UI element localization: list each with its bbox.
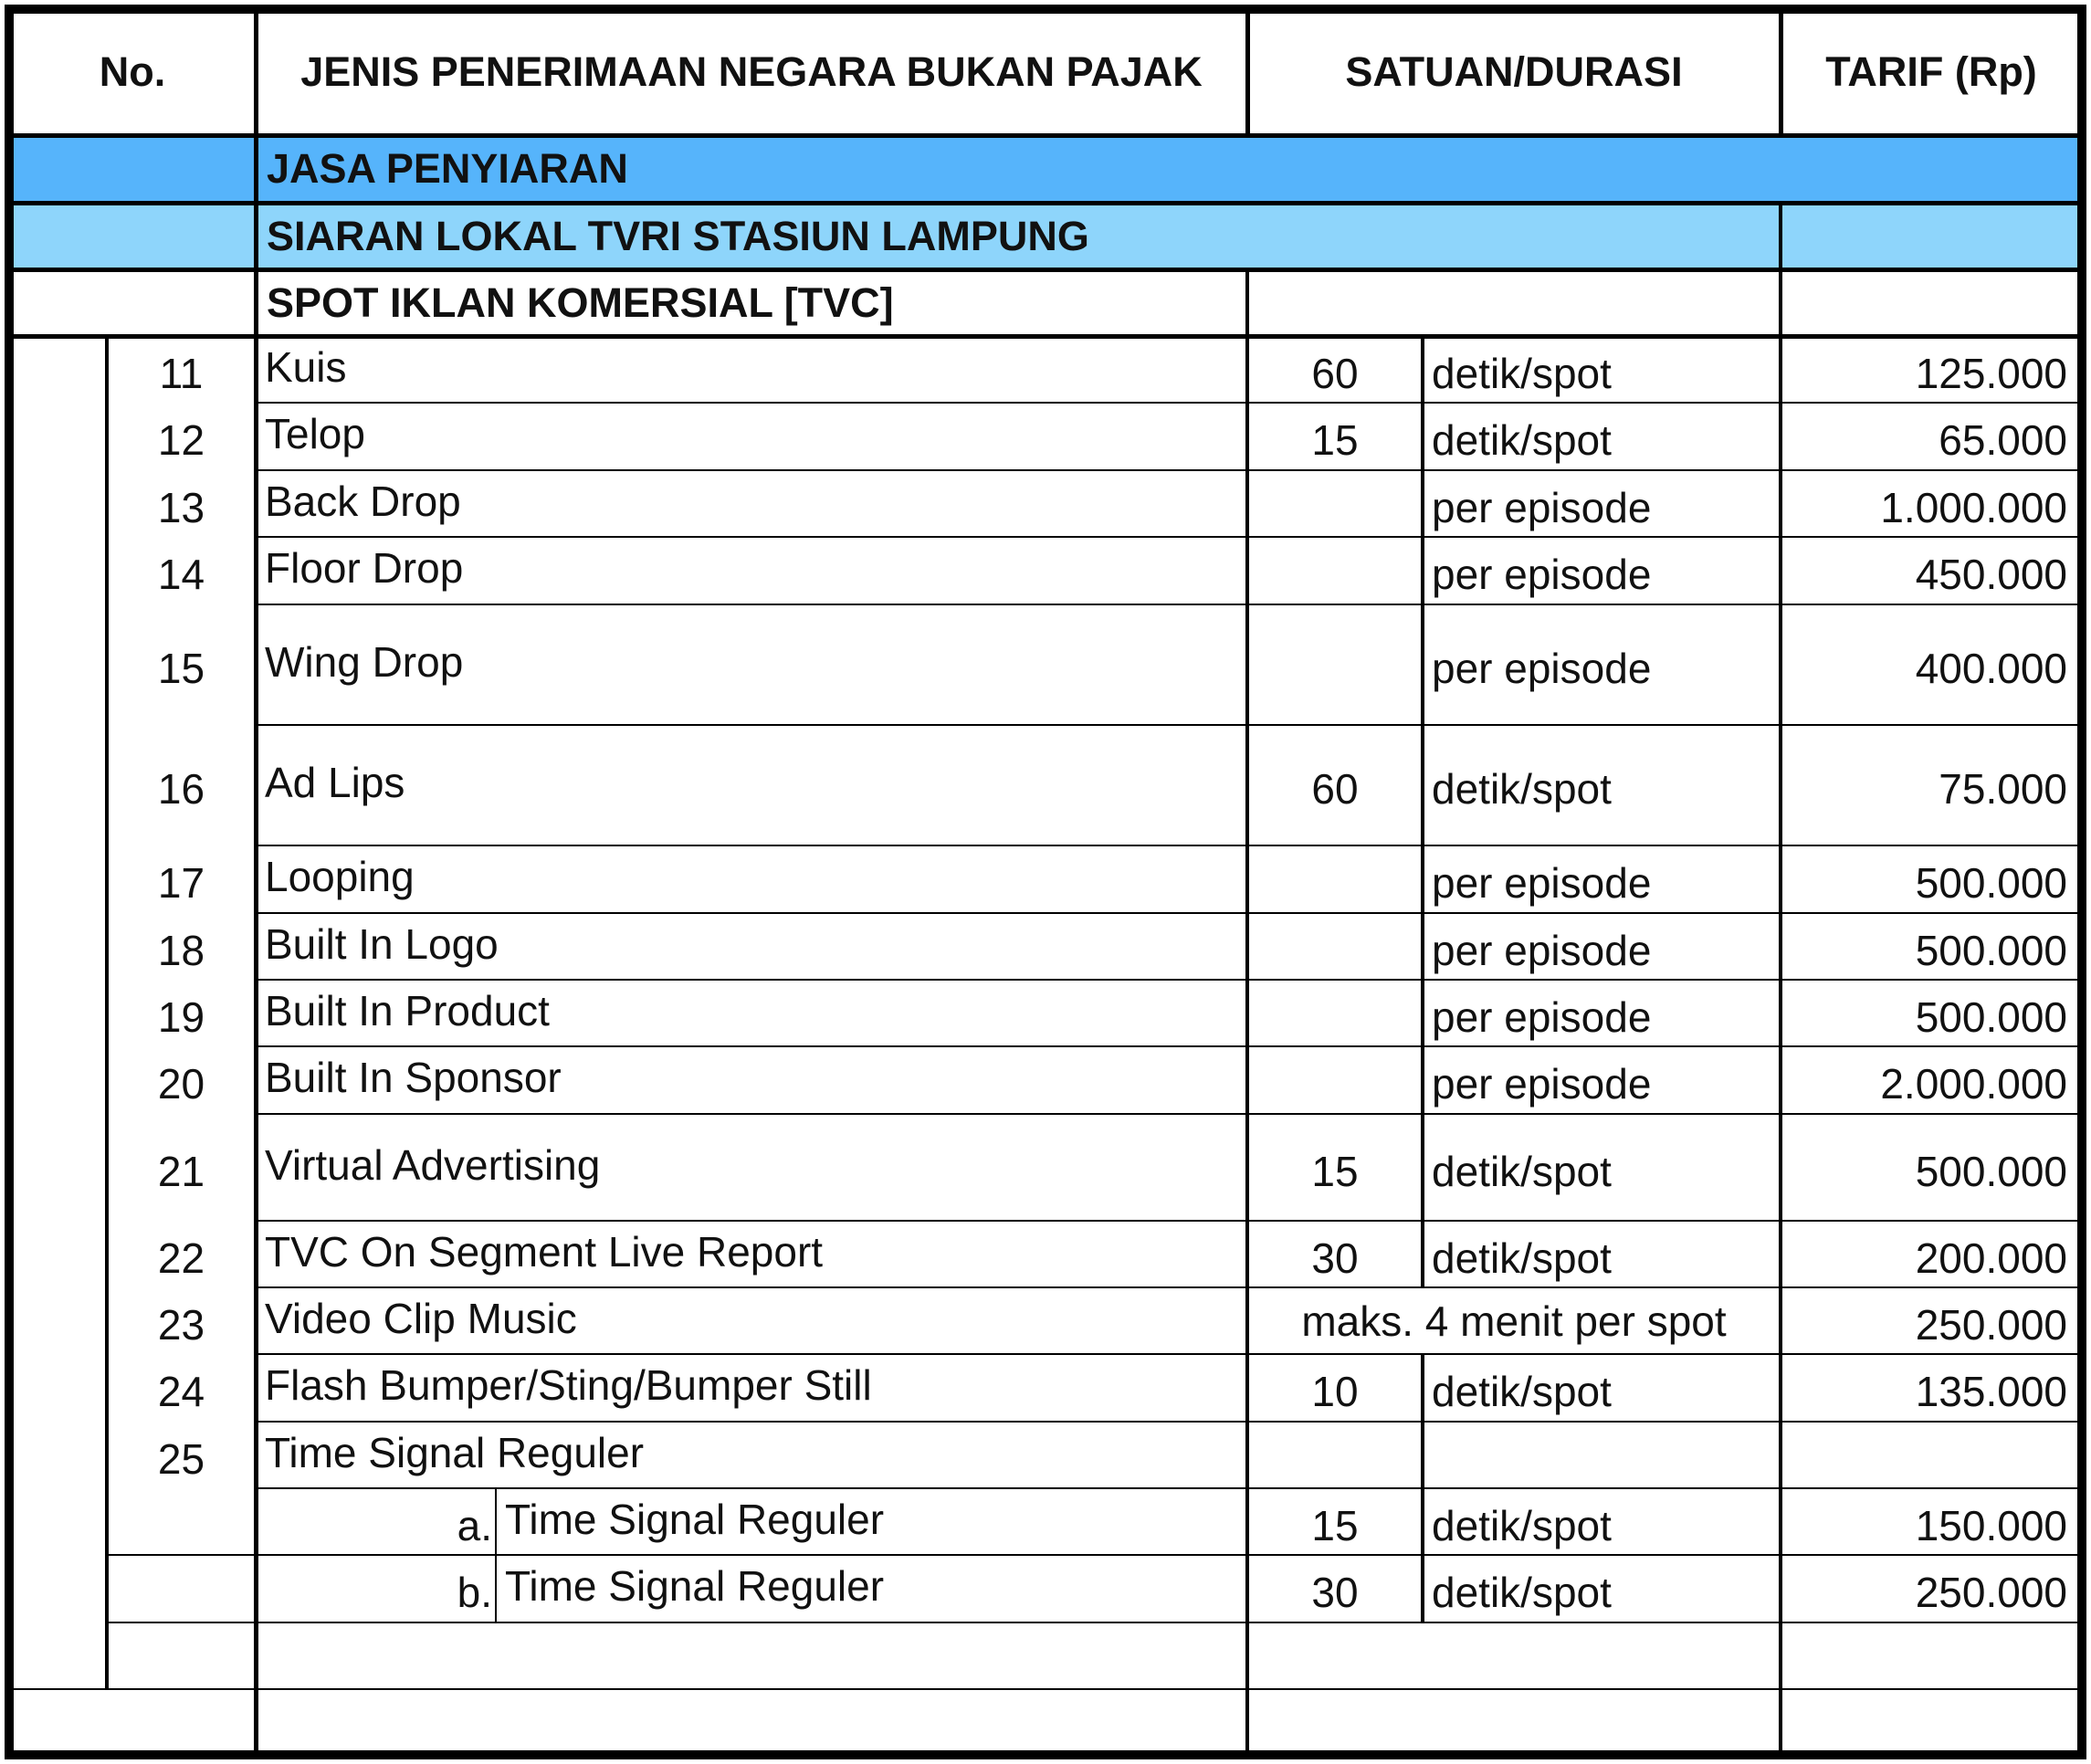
column-divider [1421, 336, 1424, 1287]
row-duration [1247, 608, 1423, 729]
row-divider [256, 1220, 2082, 1222]
row-unit: detik/spot [1432, 1368, 1612, 1415]
row-duration: 30 [1311, 1234, 1359, 1282]
row-unit: detik/spot [1432, 349, 1612, 397]
column-divider [1421, 1354, 1424, 1622]
row-number: 14 [157, 551, 205, 598]
subrow-duration: 30 [1311, 1569, 1359, 1616]
row-unit: per episode [1432, 1060, 1652, 1108]
subrow-unit: detik/spot [1432, 1569, 1612, 1616]
row-duration [1247, 1425, 1423, 1492]
row-divider [256, 1353, 2082, 1355]
row-divider [256, 604, 2082, 605]
row-tarif: 500.000 [1915, 926, 2067, 974]
row-divider [256, 1045, 2082, 1047]
header-satuan: SATUAN/DURASI [1345, 48, 1683, 95]
row-unit: per episode [1432, 992, 1652, 1041]
row-divider [107, 1622, 256, 1623]
row-tarif: 200.000 [1915, 1234, 2067, 1282]
subrow-tarif: 150.000 [1915, 1501, 2067, 1549]
row-tarif: 135.000 [1915, 1368, 2067, 1415]
row-number: 17 [157, 859, 205, 907]
row-number: 21 [157, 1147, 205, 1195]
column-divider [105, 336, 109, 1689]
row-divider [256, 1113, 2082, 1115]
row-jenis: Ad Lips [265, 759, 405, 806]
section-jasa-penyiaran: JASA PENYIARAN [267, 145, 628, 192]
row-duration: 60 [1311, 765, 1359, 813]
row-divider [256, 1622, 2082, 1623]
row-divider [9, 1688, 2082, 1690]
row-number: 23 [157, 1300, 205, 1349]
row-divider [256, 1554, 2082, 1556]
row-tarif: 1.000.000 [1880, 483, 2067, 531]
row-divider [256, 1487, 2082, 1489]
column-divider [1245, 9, 1250, 135]
row-tarif: 500.000 [1915, 859, 2067, 907]
row-unit: per episode [1432, 859, 1652, 907]
row-duration [1247, 983, 1423, 1050]
row-duration [1247, 917, 1423, 983]
subrow-label: b. [457, 1569, 492, 1616]
row-unit: detik/spot [1432, 416, 1612, 464]
row-duration: 10 [1311, 1368, 1359, 1415]
row-tarif: 125.000 [1915, 349, 2067, 397]
row-number: 22 [157, 1234, 205, 1282]
row-number: 13 [157, 483, 205, 531]
row-duration: 15 [1311, 1147, 1359, 1195]
row-divider [256, 845, 2082, 846]
column-divider [254, 9, 258, 1755]
row-satuan-merged: maks. 4 menit per spot [1301, 1297, 1727, 1345]
header-jenis: JENIS PENERIMAAN NEGARA BUKAN PAJAK [300, 48, 1203, 95]
row-unit: detik/spot [1432, 1147, 1612, 1195]
row-number: 12 [157, 416, 205, 464]
row-divider [256, 402, 2082, 404]
row-jenis: Virtual Advertising [265, 1140, 601, 1189]
row-divider [5, 1750, 2086, 1759]
row-divider [256, 979, 2082, 981]
row-number: 24 [157, 1368, 205, 1415]
row-divider [9, 268, 2082, 272]
row-jenis: Built In Logo [265, 919, 499, 968]
row-tarif: 500.000 [1915, 992, 2067, 1041]
row-jenis: Telop [265, 410, 365, 457]
row-jenis: Back Drop [265, 477, 461, 525]
row-divider [9, 133, 2082, 138]
row-jenis: Time Signal Reguler [265, 1428, 645, 1476]
header-no: No. [99, 48, 166, 95]
subrow-label: a. [457, 1501, 492, 1549]
row-tarif: 65.000 [1939, 416, 2067, 464]
row-jenis: Floor Drop [265, 544, 464, 592]
row-jenis: Built In Sponsor [265, 1054, 562, 1101]
row-jenis: Built In Product [265, 986, 550, 1034]
row-unit: detik/spot [1432, 765, 1612, 813]
column-divider [1245, 269, 1249, 1755]
subrow-jenis: Time Signal Reguler [505, 1562, 885, 1610]
header-tarif: TARIF (Rp) [1825, 48, 2037, 95]
subrow-tarif: 250.000 [1915, 1569, 2067, 1616]
subrow-duration: 15 [1311, 1501, 1359, 1549]
row-tarif [1786, 1425, 2067, 1492]
row-number: 11 [159, 349, 204, 397]
row-tarif: 450.000 [1915, 551, 2067, 598]
row-divider [9, 334, 2082, 339]
row-duration [1247, 541, 1423, 608]
row-jenis: Flash Bumper/Sting/Bumper Still [265, 1361, 872, 1409]
row-duration: 15 [1311, 416, 1359, 464]
row-duration [1247, 1050, 1423, 1118]
row-number: 20 [157, 1060, 205, 1108]
row-jenis: Video Clip Music [265, 1294, 577, 1342]
row-divider [256, 1286, 2082, 1288]
row-tarif: 75.000 [1939, 765, 2067, 813]
row-tarif: 250.000 [1915, 1300, 2067, 1349]
row-unit: per episode [1432, 926, 1652, 974]
section-siaran-lokal: SIARAN LOKAL TVRI STASIUN LAMPUNG [267, 212, 1089, 259]
column-divider [1779, 203, 1782, 1755]
row-unit [1432, 1425, 1777, 1492]
row-unit: per episode [1432, 483, 1652, 531]
row-unit: per episode [1432, 645, 1652, 692]
row-duration: 60 [1311, 349, 1359, 397]
section-spot-iklan: SPOT IKLAN KOMERSIAL [TVC] [267, 278, 894, 326]
row-number: 15 [157, 645, 205, 692]
row-unit: per episode [1432, 551, 1652, 598]
row-divider [256, 912, 2082, 914]
subrow-unit: detik/spot [1432, 1501, 1612, 1549]
row-jenis: TVC On Segment Live Report [265, 1227, 824, 1276]
row-divider [256, 1421, 2082, 1423]
subrow-jenis: Time Signal Reguler [505, 1495, 885, 1543]
row-jenis: Wing Drop [265, 638, 464, 686]
row-tarif: 500.000 [1915, 1147, 2067, 1195]
row-divider [256, 724, 2082, 726]
row-jenis: Looping [265, 853, 415, 900]
row-divider [256, 469, 2082, 471]
row-number: 25 [157, 1434, 205, 1483]
row-number: 19 [157, 992, 205, 1041]
row-divider [256, 536, 2082, 538]
row-number: 18 [157, 926, 205, 974]
row-divider [5, 5, 2086, 14]
row-divider [9, 201, 2082, 205]
column-divider [495, 1488, 497, 1622]
row-duration [1247, 474, 1423, 541]
column-divider [1779, 9, 1783, 135]
row-tarif: 400.000 [1915, 645, 2067, 692]
row-unit: detik/spot [1432, 1234, 1612, 1282]
row-tarif: 2.000.000 [1880, 1060, 2067, 1108]
row-divider [107, 1554, 256, 1556]
row-jenis: Kuis [265, 342, 347, 391]
row-duration [1247, 849, 1423, 917]
row-number: 16 [157, 765, 205, 813]
